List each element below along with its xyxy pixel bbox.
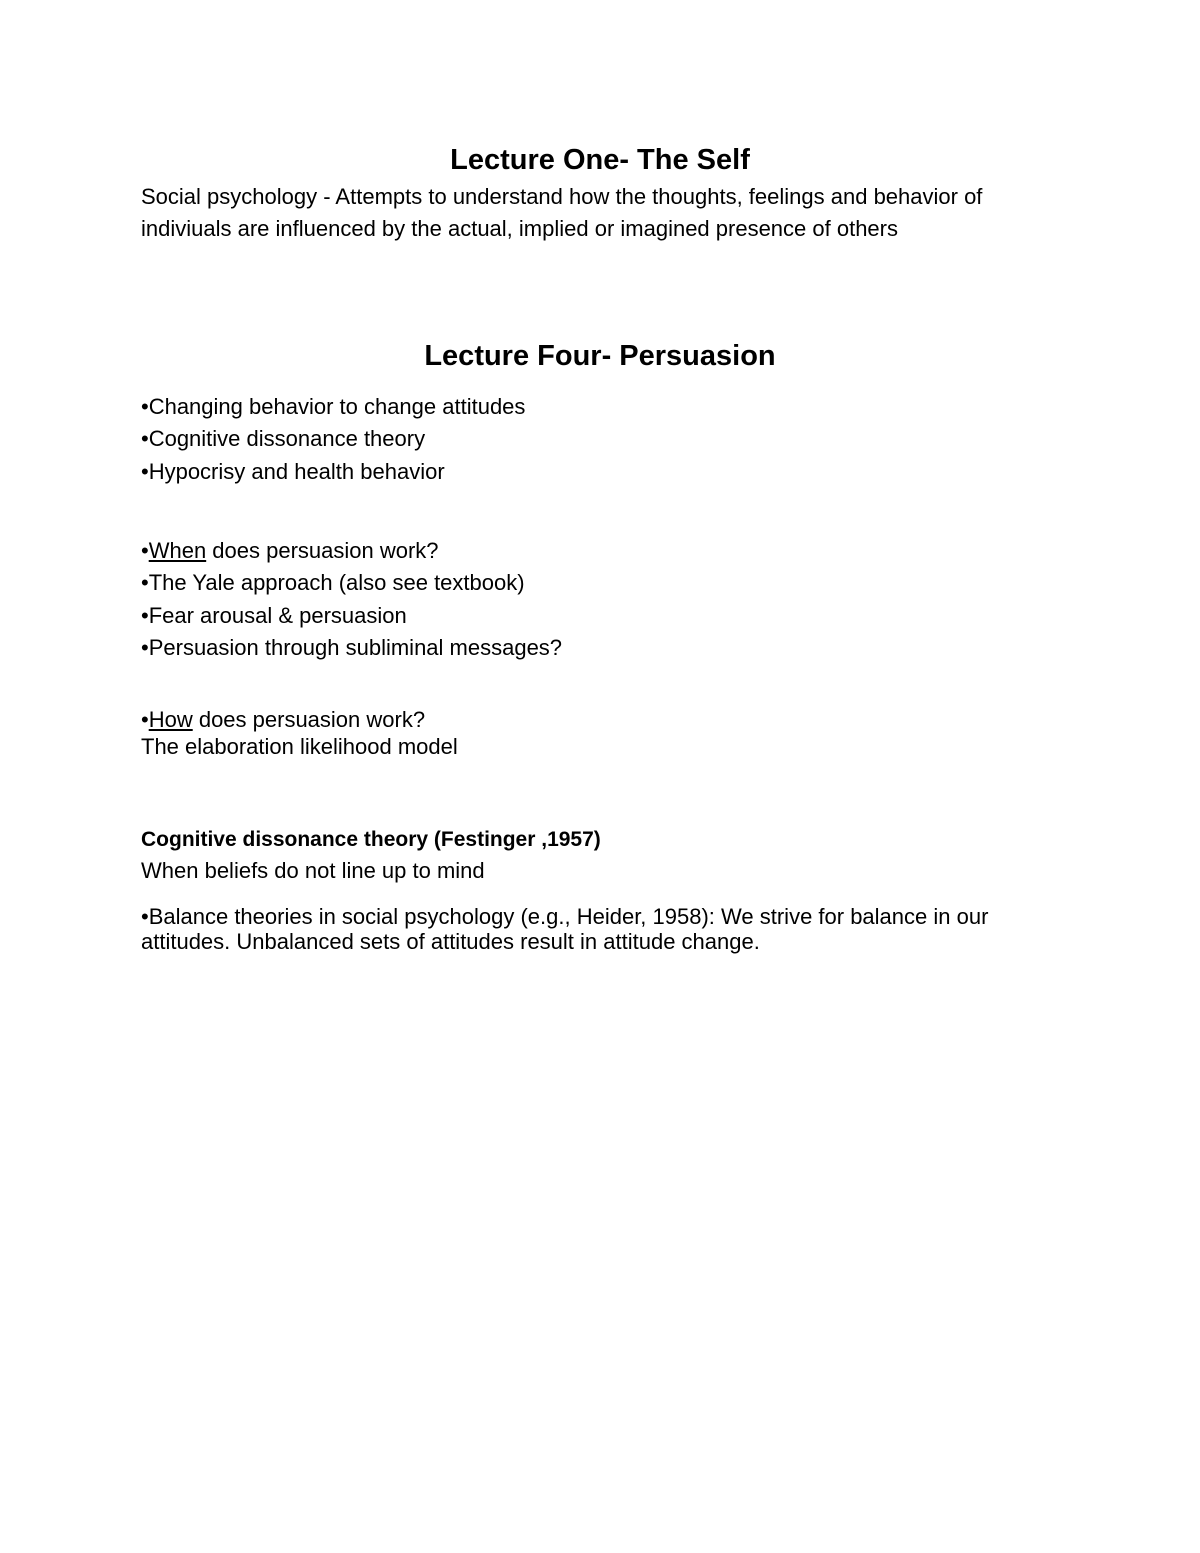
how-question-rest: does persuasion work? <box>192 707 426 732</box>
bullet-item: •Changing behavior to change attitudes <box>141 394 526 419</box>
lecture-one-heading: Lecture One- The Self <box>450 144 750 176</box>
bullet-glyph: • <box>141 538 149 563</box>
cognitive-dissonance-heading: Cognitive dissonance theory (Festinger ,1957) <box>141 828 601 851</box>
bullet-item: •The Yale approach (also see textbook) <box>141 570 525 595</box>
social-psychology-definition: Social psychology - Attempts to understand how the thoughts, feelings and behavior of indiviuals are influenced by the actual, implied or imagined presence of others <box>141 184 983 241</box>
when-underlined: When <box>148 538 207 563</box>
bullet-item: •Cognitive dissonance theory <box>141 426 426 451</box>
how-underlined: How <box>148 707 193 732</box>
when-question <box>141 535 439 567</box>
balance-theories-paragraph: •Balance theories in social psychology (e.g., Heider, 1958): We strive for balance in our attitudes. Unbalanced sets of attitudes result in attitude change. <box>141 904 989 954</box>
elaboration-likelihood-model: The elaboration likelihood model <box>141 734 458 759</box>
bullet-item: •Persuasion through subliminal messages? <box>141 635 563 660</box>
bullet-item: •Fear arousal & persuasion <box>141 603 407 628</box>
when-question-rest: does persuasion work? <box>206 538 439 563</box>
cognitive-dissonance-subtitle: When beliefs do not line up to mind <box>141 858 485 883</box>
lecture-four-heading: Lecture Four- Persuasion <box>424 340 776 372</box>
bullet-item: •Hypocrisy and health behavior <box>141 459 445 484</box>
bullet-glyph: • <box>141 707 149 732</box>
